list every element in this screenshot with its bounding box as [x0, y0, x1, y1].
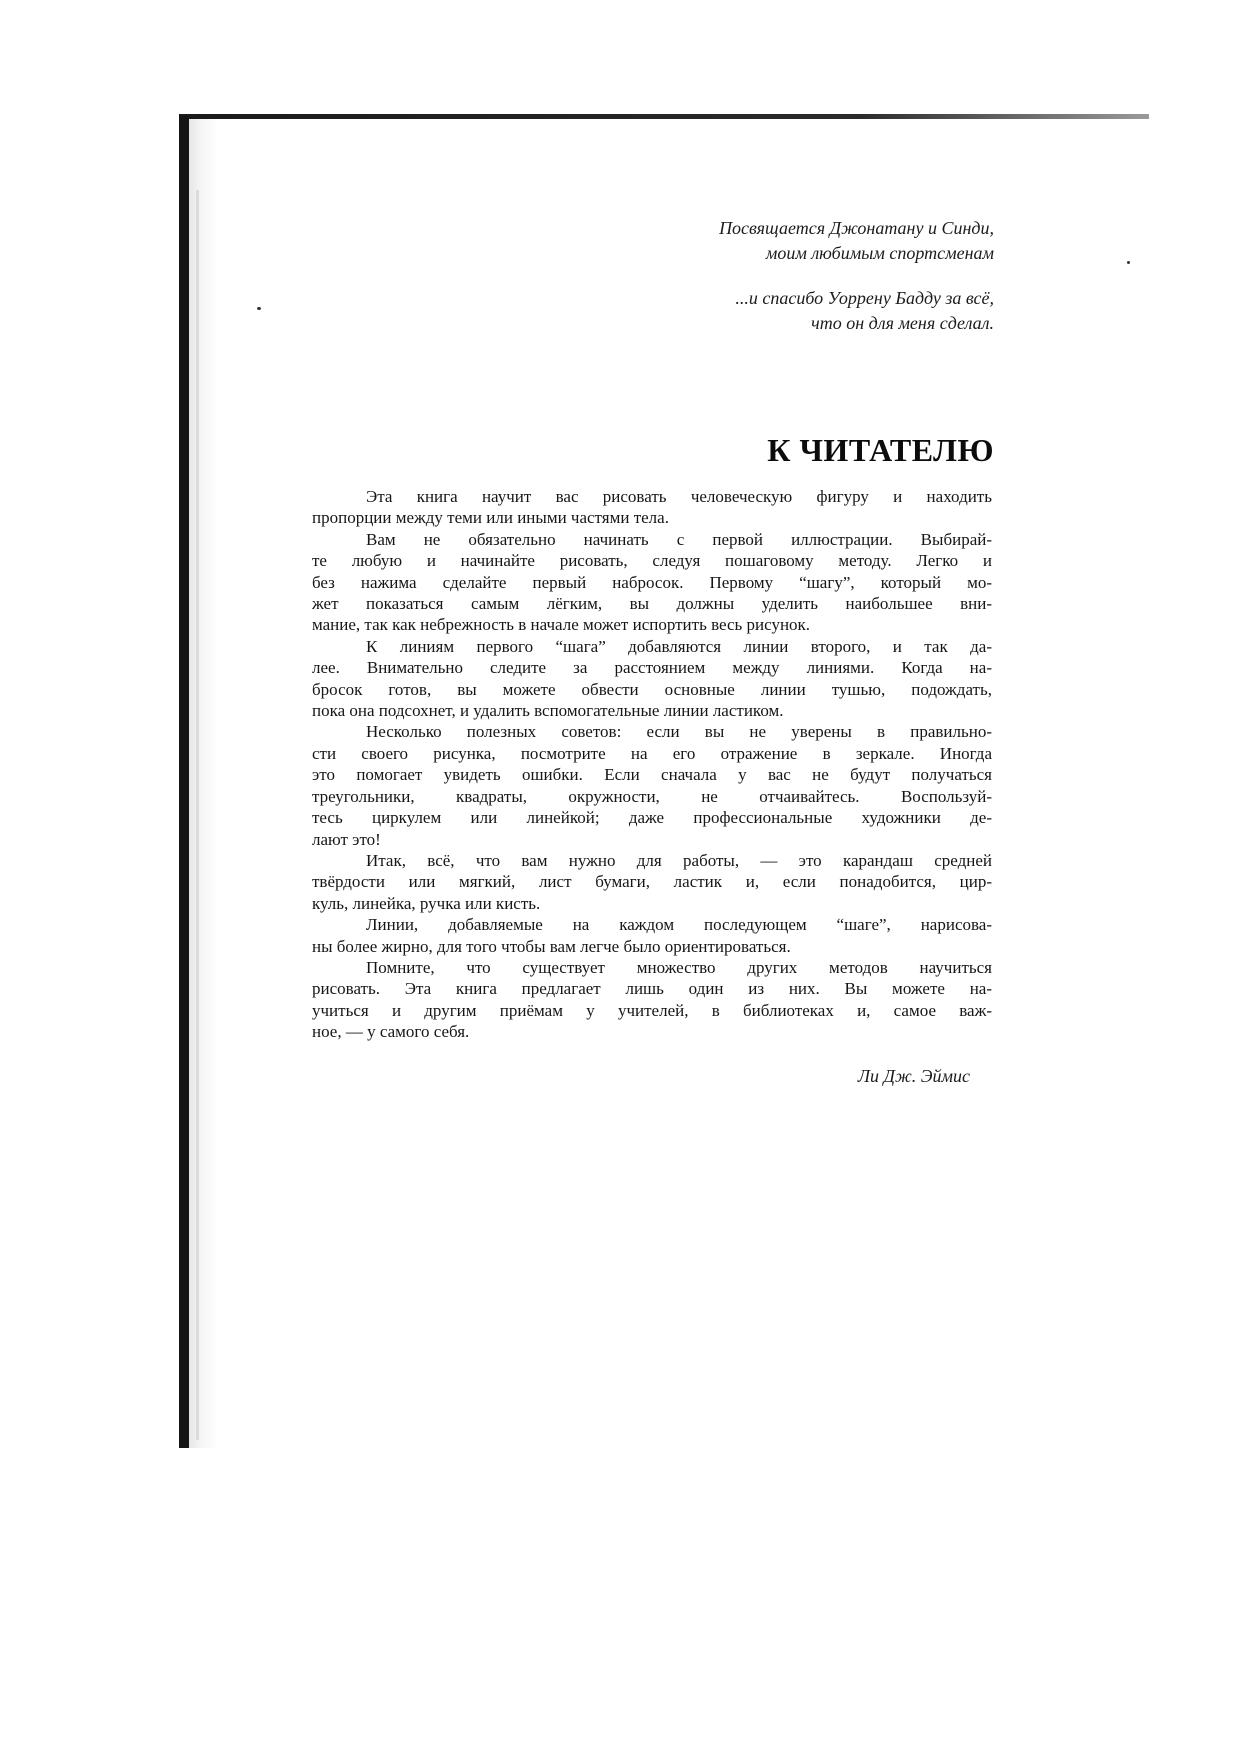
text-line: Линии, добавляемые на каждом последующем “шаге”, нарисова- [366, 915, 992, 935]
dedication-line: Посвящается Джонатану и Синди, [719, 218, 994, 238]
text-line: Помните, что существует множество других методов научиться [366, 957, 992, 977]
body-text [312, 486, 992, 1043]
text-line: пропорции между теми или иными частями тела. [312, 508, 669, 528]
text-line: мание, так как небрежность в начале может испортить весь рисунок. [312, 615, 811, 635]
page-heading: К ЧИТАТЕЛЮ [767, 432, 994, 468]
text-line: куль, линейка, ручка или кисть. [312, 893, 541, 913]
text-line: ны более жирно, для того чтобы вам легче было ориентироваться. [312, 936, 791, 956]
acknowledgement-block [474, 286, 994, 336]
dedication-line: моим любимым спортсменам [765, 243, 994, 263]
text-line: те любую и начинайте рисовать, следуя пошаговому методу. Легко и [312, 551, 992, 571]
text-line: К линиям первого “шага” добавляются линии второго, и так да- [366, 636, 992, 656]
text-line: Эта книга научит вас рисовать человеческую фигуру и находить [366, 487, 992, 506]
dedication-block [474, 216, 994, 266]
text-line: пока она подсохнет, и удалить вспомогательные линии ластиком. [312, 701, 784, 721]
dust-speck [1127, 261, 1130, 264]
dedication [474, 216, 994, 336]
acknowledgement-line: что он для меня сделал. [811, 313, 994, 333]
text-line: ное, — у самого себя. [312, 1022, 470, 1042]
text-line: бросок готов, вы можете обвести основные линии тушью, подождать, [312, 679, 992, 699]
text-line: лают это! [312, 829, 381, 849]
text-line: Вам не обязательно начинать с первой иллюстрации. Выбирай- [366, 529, 992, 549]
text-line: жет показаться самым лёгким, вы должны уделить наибольшее вни- [312, 594, 992, 614]
author-signature: Ли Дж. Эймис [857, 1066, 970, 1086]
scan-inner-margin [196, 190, 199, 1440]
dust-speck [257, 307, 261, 310]
text-line: сти своего рисунка, посмотрите на его отражение в зеркале. Иногда [312, 743, 992, 763]
text-line: Несколько полезных советов: если вы не уверены в правильно- [366, 722, 992, 742]
text-line: рисовать. Эта книга предлагает лишь один из них. Вы можете на- [312, 979, 992, 999]
text-line: тесь циркулем или линейкой; даже профессиональные художники де- [312, 808, 992, 828]
text-line: это помогает увидеть ошибки. Если сначала у вас не будут получаться [312, 765, 992, 785]
text-line: Итак, всё, что вам нужно для работы, — это карандаш средней [366, 850, 992, 870]
text-line: треугольники, квадраты, окружности, не отчаивайтесь. Воспользуй- [312, 786, 992, 806]
scan-left-edge [179, 116, 189, 1448]
text-line: учиться и другим приёмам у учителей, в библиотеках и, самое важ- [312, 1000, 992, 1020]
text-line: без нажима сделайте первый набросок. Первому “шагу”, который мо- [312, 572, 992, 592]
text-line: твёрдости или мягкий, лист бумаги, ластик и, если понадобится, цир- [312, 872, 992, 892]
acknowledgement-line: ...и спасибо Уоррену Бадду за всё, [735, 288, 994, 308]
text-line: лее. Внимательно следите за расстоянием между линиями. Когда на- [312, 658, 992, 678]
